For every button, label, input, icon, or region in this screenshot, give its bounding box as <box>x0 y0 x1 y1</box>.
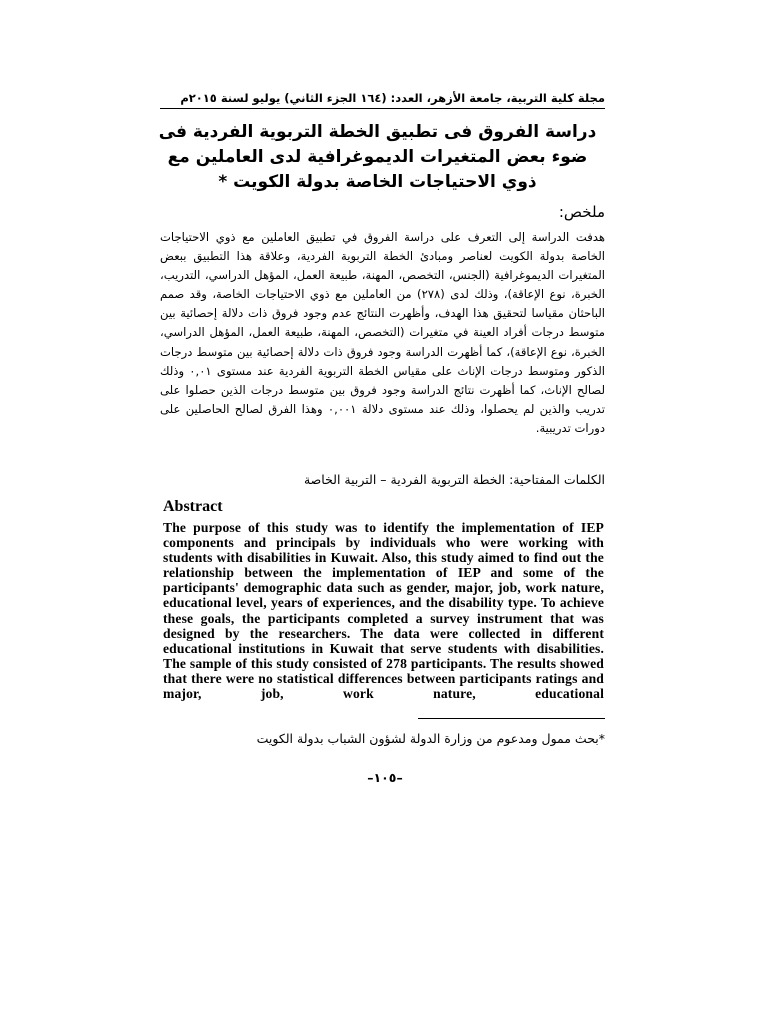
abstract-body: The purpose of this study was to identify the implementation of IEP components and principals by individuals who were working with students with disabilities in Kuwait. Also, this study aimed to find out the relationship between the implementation of IEP and some of the participants' demographic data such as gender, major, job, work nature, educational level, years of experiences, and the disability type. To achieve these goals, the participants completed a survey instrument that was designed by the researchers. The data were collected in different educational institutions in Kuwait that serve students with disabilities. The sample of this study consisted of 278 participants. The results showed that there were no statistical differences between participants ratings and major, job, work nature, educational <box>163 520 604 702</box>
keywords-line: الكلمات المفتاحية: الخطة التربوية الفردية – التربية الخاصة <box>303 472 605 487</box>
abstract-heading: Abstract <box>163 498 223 515</box>
arabic-summary-heading: ملخص: <box>558 203 605 221</box>
journal-header: مجلة كلية التربية، جامعة الأزهر، العدد: (١٦٤ الجزء الثاني) يوليو لسنة ٢٠١٥م <box>180 91 605 105</box>
header-divider <box>160 108 605 109</box>
footnote-divider <box>418 718 605 719</box>
page-number: –١٠٥– <box>367 770 403 785</box>
arabic-summary-body: هدفت الدراسة إلى التعرف على دراسة الفروق في تطبيق العاملين مع ذوي الاحتياجات الخاصة بدولة الكويت لعناصر ومبادئ الخطة التربوية الفردية، وعلاقة هذا التطبيق ببعض المتغيرات الديموغرافية (الجنس، التخصص، المهنة، طبيعة العمل، المؤهل الدراسي، التدريب، الخبرة، نوع الإعاقة)، وذلك لدى (٢٧٨) من العاملين مع ذوي الاحتياجات الخاصة، وقد صمم الباحثان مقياسا لتحقيق هذا الهدف، وأظهرت النتائج عدم وجود فروق ذات دلالة إحصائية بين متوسط درجات أفراد العينة في متغيرات (التخصص، المهنة، طبيعة العمل، المؤهل الدراسي، الخبرة، نوع الإعاقة)، كما أظهرت الدراسة وجود فروق ذات دلالة إحصائية بين متوسط درجات الذكور ومتوسط درجات الإناث على مقياس الخطة التربوية الفردية عند مستوى ٠,٠١ وذلك لصالح الإناث، كما أظهرت نتائج الدراسة وجود فروق بين متوسط درجات الذين حصلوا على تدريب والذين لم يحصلوا، وذلك عند مستوى دلالة ٠,٠٠١ وهذا الفرق لصالح الحاصلين على دورات تدريبية. <box>160 230 605 435</box>
paper-title: دراسة الفروق فى تطبيق الخطة التربوية الفردية فى ضوء بعض المتغيرات الديموغرافية لدى العاملين مع ذوي الاحتياجات الخاصة بدولة الكويت * <box>158 122 597 192</box>
funding-footnote: *بحث ممول ومدعوم من وزارة الدولة لشؤون الشباب بدولة الكويت <box>256 731 605 746</box>
